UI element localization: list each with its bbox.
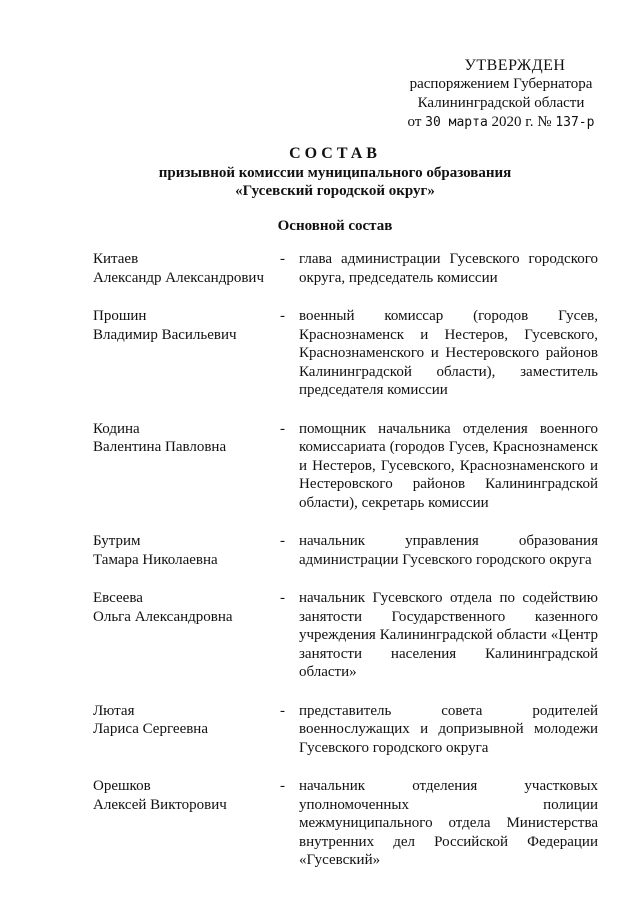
member-name bbox=[93, 532, 280, 569]
member-dash: - bbox=[280, 533, 285, 549]
date-number: 137-р bbox=[555, 115, 595, 130]
member-dash: - bbox=[280, 778, 285, 794]
member-row bbox=[93, 250, 598, 287]
document-title-block bbox=[40, 144, 630, 200]
members-list bbox=[93, 250, 598, 870]
member-surname: Евсеева bbox=[93, 590, 143, 606]
member-surname: Бутрим bbox=[93, 533, 141, 549]
member-surname: Китаев bbox=[93, 251, 139, 267]
member-row bbox=[93, 307, 598, 400]
document-subtitle-line-1: призывной комиссии муниципального образования bbox=[158, 165, 512, 181]
member-role: начальник Гусевского отдела по содействию занятости Государственного казенного учреждения Калининградской области «Центр занятости населения Калининградской области» bbox=[299, 590, 598, 680]
member-role: военный комиссар (городов Гусев, Краснознаменск и Нестеров, Гусевского, Краснознаменского и Нестеровского районов Калининградской области), заместитель председателя комиссии bbox=[299, 308, 598, 398]
member-dash: - bbox=[280, 702, 285, 719]
approval-block bbox=[388, 56, 614, 132]
member-role: помощник начальника отделения военного комиссариата (городов Гусев, Краснознаменск и Нестеров, Гусевского, Краснознаменского и Нестеровского районов Калининградской области), секретарь комиссии bbox=[299, 420, 598, 511]
member-name bbox=[93, 777, 280, 870]
member-given-name: Владимир Васильевич bbox=[93, 326, 237, 343]
member-name bbox=[93, 250, 280, 287]
member-name bbox=[93, 702, 280, 758]
member-dash: - bbox=[280, 251, 285, 267]
member-given-name: Тамара Николаевна bbox=[93, 551, 218, 568]
member-role: представитель совета родителей военнослужащих и допризывной молодежи Гусевского городского округа bbox=[299, 702, 598, 756]
member-name bbox=[93, 307, 280, 400]
date-year: 2020 г. № bbox=[491, 114, 552, 130]
member-surname: Кодина bbox=[93, 420, 140, 437]
member-role: начальник управления образования администрации Гусевского городского округа bbox=[299, 533, 598, 568]
member-surname: Лютая bbox=[93, 702, 135, 719]
member-role: глава администрации Гусевского городского округа, председатель комиссии bbox=[299, 251, 598, 286]
date-day: 30 марта bbox=[425, 115, 488, 130]
member-dash: - bbox=[280, 308, 285, 324]
member-role: начальник отделения участковых уполномоченных полиции межмуниципального отдела Министерства внутренних дел Российской Федерации «Гусевский» bbox=[299, 778, 598, 868]
member-name bbox=[93, 420, 280, 513]
member-given-name: Ольга Александровна bbox=[93, 608, 233, 625]
member-row bbox=[93, 420, 598, 513]
approval-heading: УТВЕРЖДЕН bbox=[464, 57, 566, 74]
member-dash: - bbox=[280, 420, 285, 437]
section-title: Основной состав bbox=[277, 218, 393, 234]
member-given-name: Алексей Викторович bbox=[93, 796, 227, 813]
member-surname: Прошин bbox=[93, 308, 147, 324]
document-subtitle-line-2: «Гусевский городской округ» bbox=[235, 183, 435, 199]
member-row bbox=[93, 589, 598, 682]
date-prefix: от bbox=[407, 114, 422, 130]
member-given-name: Валентина Павловна bbox=[93, 439, 227, 455]
document-title: СОСТАВ bbox=[289, 145, 381, 162]
approval-line-2: Калининградской области bbox=[417, 95, 585, 111]
member-given-name: Александр Александрович bbox=[93, 269, 264, 286]
member-surname: Орешков bbox=[93, 778, 151, 794]
approval-date-line bbox=[388, 113, 614, 132]
member-given-name: Лариса Сергеевна bbox=[93, 721, 208, 737]
member-row bbox=[93, 777, 598, 870]
member-dash: - bbox=[280, 590, 285, 606]
member-row bbox=[93, 702, 598, 758]
member-name bbox=[93, 589, 280, 682]
approval-line-1: распоряжением Губернатора bbox=[409, 76, 593, 92]
member-row bbox=[93, 532, 598, 569]
